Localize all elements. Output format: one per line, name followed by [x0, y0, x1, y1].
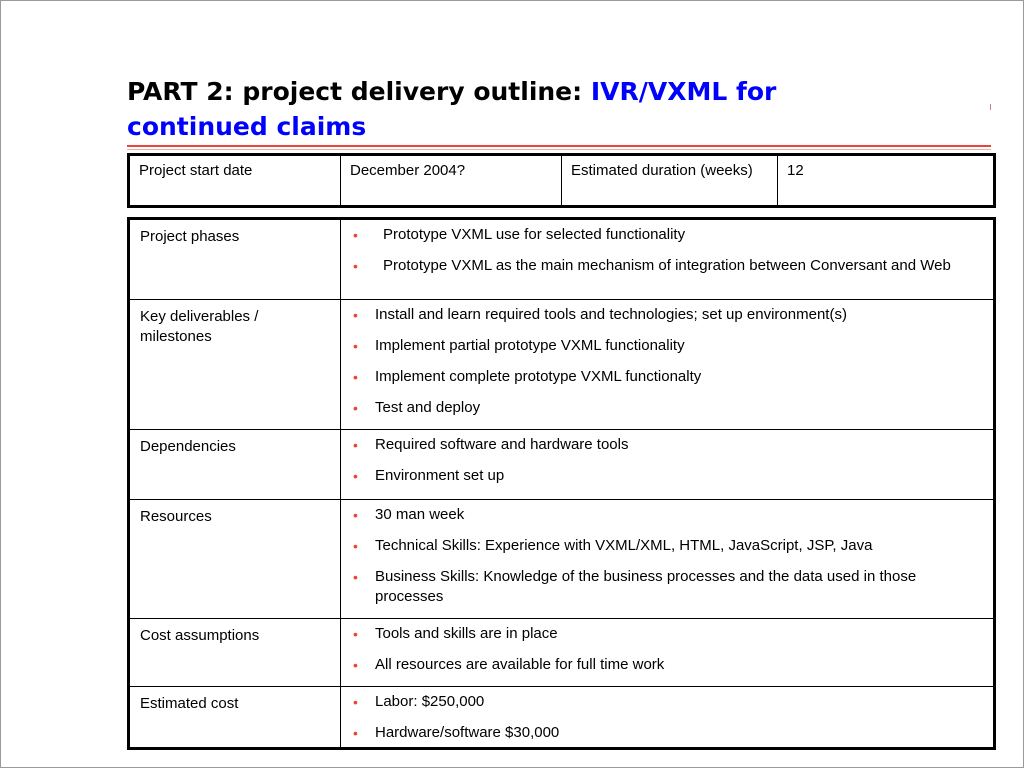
bullet-icon: •	[353, 400, 358, 416]
slide-title	[127, 74, 887, 144]
summary-row	[129, 155, 995, 207]
item-text: 30 man week	[375, 506, 465, 523]
list-item	[351, 692, 981, 712]
list-item	[351, 367, 981, 387]
list-item	[351, 567, 981, 607]
item-text: Hardware/software $30,000	[375, 724, 560, 741]
list-item	[351, 305, 981, 325]
row-content	[341, 619, 995, 687]
table-row	[129, 300, 995, 430]
item-text: Prototype VXML as the main mechanism of integration between Conversant and Web	[383, 257, 951, 274]
bullet-icon: •	[353, 538, 358, 554]
title-underline-shadow	[127, 149, 991, 150]
item-text: Install and learn required tools and technologies; set up environment(s)	[375, 306, 847, 323]
list-item	[351, 435, 981, 455]
row-label: Key deliverables / milestones	[129, 300, 341, 430]
table-row	[129, 619, 995, 687]
list-item	[351, 398, 981, 418]
title-black-part: PART 2: project delivery outline:	[127, 77, 591, 106]
table-row	[129, 687, 995, 749]
item-text: Implement complete prototype VXML functionalty	[375, 368, 702, 385]
row-label: Cost assumptions	[129, 619, 341, 687]
bullet-icon: •	[353, 725, 358, 741]
item-text: Required software and hardware tools	[375, 436, 629, 453]
bullet-icon: •	[353, 569, 358, 585]
item-text: Tools and skills are in place	[375, 625, 558, 642]
bullet-icon: •	[353, 307, 358, 323]
row-label: Dependencies	[129, 430, 341, 500]
list-item	[351, 536, 981, 556]
list-item	[351, 225, 981, 245]
item-text: Test and deploy	[375, 399, 481, 416]
row-content	[341, 687, 995, 749]
table-row	[129, 430, 995, 500]
item-text: Business Skills: Knowledge of the business processes and the data used in those processes	[375, 568, 917, 605]
bullet-icon: •	[353, 258, 358, 274]
list-item	[351, 336, 981, 356]
duration-value: 12	[778, 155, 995, 207]
bullet-icon: •	[353, 657, 358, 673]
bullet-icon: •	[353, 369, 358, 385]
row-content	[341, 500, 995, 619]
item-text: Prototype VXML use for selected functionality	[383, 226, 686, 243]
bullet-icon: •	[353, 626, 358, 642]
row-content	[341, 300, 995, 430]
title-underline	[127, 145, 991, 147]
row-content	[341, 430, 995, 500]
title-blue-part: IVR/VXML for continued claims	[127, 77, 777, 141]
item-text: Implement partial prototype VXML functionality	[375, 337, 685, 354]
bullet-icon: •	[353, 437, 358, 453]
list-item	[351, 624, 981, 644]
item-text: Environment set up	[375, 467, 505, 484]
row-label: Project phases	[129, 219, 341, 300]
bullet-icon: •	[353, 694, 358, 710]
bullet-icon: •	[353, 507, 358, 523]
row-label: Estimated cost	[129, 687, 341, 749]
start-date-value: December 2004?	[341, 155, 562, 207]
project-summary-table	[127, 153, 996, 208]
bullet-icon: •	[353, 338, 358, 354]
project-outline-table	[127, 217, 996, 750]
start-date-label: Project start date	[129, 155, 341, 207]
list-item	[351, 655, 981, 675]
table-row	[129, 219, 995, 300]
list-item	[351, 505, 981, 525]
list-item	[351, 256, 981, 276]
list-item	[351, 723, 981, 743]
table-row	[129, 500, 995, 619]
item-text: Technical Skills: Experience with VXML/XML, HTML, JavaScript, JSP, Java	[375, 537, 873, 554]
row-label: Resources	[129, 500, 341, 619]
item-text: All resources are available for full time work	[375, 656, 665, 673]
item-text: Labor: $250,000	[375, 693, 485, 710]
decorative-mark	[990, 104, 991, 110]
duration-label: Estimated duration (weeks)	[562, 155, 778, 207]
row-content	[341, 219, 995, 300]
bullet-icon: •	[353, 227, 358, 243]
bullet-icon: •	[353, 468, 358, 484]
list-item	[351, 466, 981, 486]
